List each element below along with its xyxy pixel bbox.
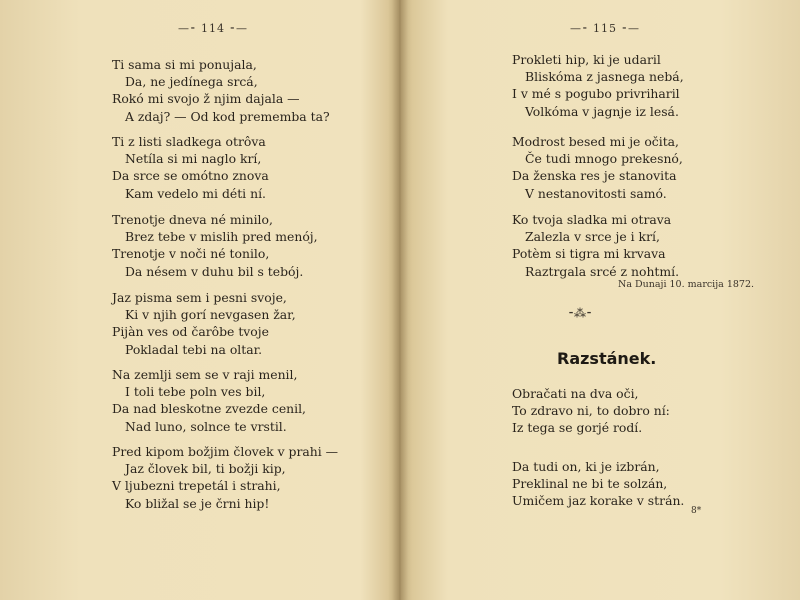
verse-line: Jaz človek bil, ti božji kip,	[125, 461, 286, 477]
verse-line: Preklinal ne bi te solzán,	[512, 476, 668, 492]
verse-line: Netíla si mi naglo krí,	[125, 151, 262, 167]
verse-line: Brez tebe v mislih pred menój,	[125, 229, 318, 245]
verse-line: Ko tvoja sladka mi otrava	[512, 212, 672, 227]
verse-line: I v mé s pogubo privriharil	[512, 86, 680, 102]
verse-line: To zdravo ni, to dobro ní:	[512, 403, 670, 419]
verse-line: Da srce se omótno znova	[112, 168, 269, 184]
stanza	[112, 289, 296, 358]
verse-line: I toli tebe poln ves bil,	[125, 384, 266, 400]
verse-line: Trenotje dneva né minilo,	[112, 212, 273, 227]
stanza	[512, 51, 684, 120]
verse-line: Zalezla v srce je i krí,	[525, 229, 660, 245]
verse-line: Da tudi on, ki je izbrán,	[512, 459, 660, 474]
verse-line: Da nad bleskotne zvezde cenil,	[112, 401, 306, 417]
verse-line: Prokleti hip, ki je udaril	[512, 52, 661, 67]
verse-line: A zdaj? — Od kod prememba ta?	[125, 108, 330, 124]
verse-line: Na zemlji sem se v raji menil,	[112, 367, 298, 382]
verse-line: Volkóma v jagnje iz lesá.	[525, 103, 679, 119]
verse-line: Nad luno, solnce te vrstil.	[125, 418, 287, 434]
verse-line: Ti z listi sladkega otrôva	[112, 134, 266, 149]
stanza	[512, 133, 683, 202]
ornament-divider: ⁃⁂⁃	[568, 306, 592, 320]
verse-line: Bliskóma z jasnega nebá,	[525, 69, 684, 85]
verse-line: Jaz pisma sem i pesni svoje,	[112, 290, 287, 305]
verse-line: Modrost besed mi je očita,	[512, 134, 679, 149]
verse-line: Da nésem v duhu bil s tebój.	[125, 263, 304, 279]
verse-line: Ti sama si mi ponujala,	[112, 57, 257, 72]
verse-line: Pred kipom božjim človek v prahi —	[112, 444, 339, 459]
verse-line: Obračati na dva oči,	[512, 386, 639, 401]
signature-mark: 8*	[691, 506, 702, 516]
verse-line: Trenotje v noči né tonilo,	[112, 246, 270, 262]
stanza	[112, 211, 318, 280]
verse-line: Iz tega se gorjé rodí.	[512, 420, 643, 436]
verse-line: Umičem jaz korake v strán.	[512, 493, 685, 509]
verse-line: Če tudi mnogo prekesnó,	[525, 151, 683, 167]
stanza	[512, 211, 679, 280]
verse-line: Da, ne jedínega srcá,	[125, 74, 258, 90]
verse-line: Rokó mi svojo ž njim dajala —	[112, 91, 300, 107]
stanza	[112, 366, 306, 435]
verse-line: Raztrgala srcé z nohtmí.	[525, 263, 680, 279]
stanza	[512, 458, 684, 510]
stanza	[512, 385, 670, 437]
poem-title: Razstánek.	[557, 349, 657, 368]
verse-line: Pokladal tebi na oltar.	[125, 341, 263, 357]
verse-line: Potèm si tigra mi krvava	[512, 246, 666, 262]
verse-line: Ko bližal se je črni hip!	[125, 495, 270, 511]
stanza	[112, 56, 330, 125]
page-number-right: —⁃ 115 ⁃—	[570, 22, 640, 35]
verse-line: Pijàn ves od čarôbe tvoje	[112, 324, 269, 340]
stanza	[112, 443, 338, 512]
stanza	[112, 133, 269, 202]
verse-line: Ki v njih gorí nevgasen žar,	[125, 307, 296, 323]
verse-line: Kam vedelo mi déti ní.	[125, 185, 266, 201]
right-page	[400, 0, 800, 600]
place-date: Na Dunaji 10. marcija 1872.	[618, 279, 755, 290]
verse-line: V nestanovitosti samó.	[525, 185, 667, 201]
verse-line: V ljubezni trepetál i strahi,	[112, 478, 281, 494]
verse-line: Da ženska res je stanovita	[512, 168, 677, 184]
page-number-left: —⁃ 114 ⁃—	[178, 22, 248, 35]
